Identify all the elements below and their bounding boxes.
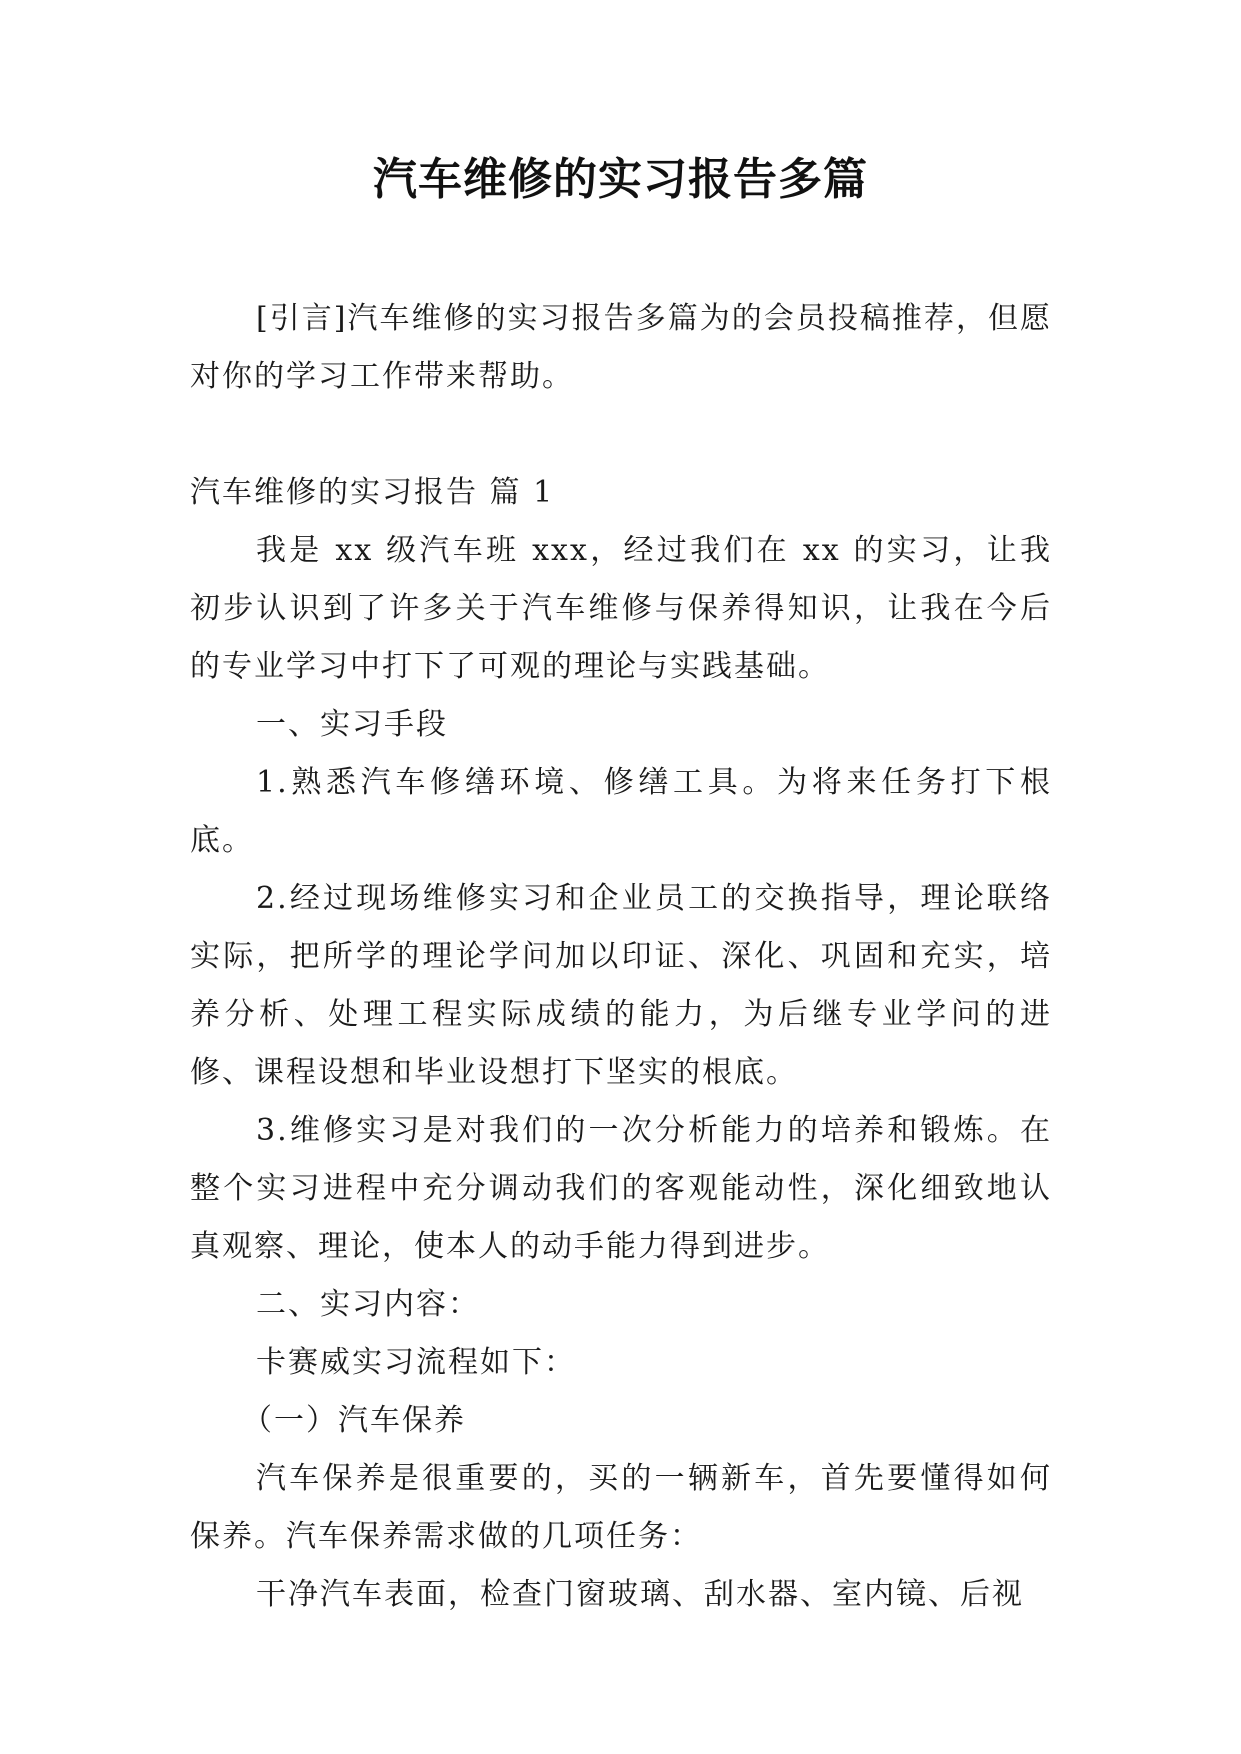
paragraph-gap <box>190 406 1052 464</box>
subheading-purpose: 一、实习手段 <box>256 707 448 742</box>
subheading-maintenance: （一）汽车保养 <box>242 1403 466 1438</box>
intro-paragraph: [引言]汽车维修的实习报告多篇为的会员投稿推荐，但愿对你的学习工作带来帮助。 <box>190 301 1052 394</box>
body-paragraph: 2.经过现场维修实习和企业员工的交换指导，理论联络实际，把所学的理论学问加以印证、深化、巩固和充实，培养分析、处理工程实际成绩的能力，为后继专业学问的进修、课程设想和毕业设想打下坚实的根底。 <box>190 881 1052 1090</box>
body-paragraph: 1.熟悉汽车修缮环境、修缮工具。为将来任务打下根底。 <box>190 765 1052 858</box>
body-paragraph: 3.维修实习是对我们的一次分析能力的培养和锻炼。在整个实习进程中充分调动我们的客观能动性，深化细致地认真观察、理论，使本人的动手能力得到进步。 <box>190 1113 1052 1264</box>
body-paragraph: 我是 xx 级汽车班 xxx，经过我们在 xx 的实习，让我初步认识到了许多关于汽车维修与保养得知识，让我在今后的专业学习中打下了可观的理论与实践基础。 <box>190 533 1052 684</box>
body-paragraph: 汽车保养是很重要的，买的一辆新车，首先要懂得如何保养。汽车保养需求做的几项任务： <box>190 1461 1052 1554</box>
subheading-content: 二、实习内容： <box>256 1287 480 1322</box>
body-paragraph: 干净汽车表面，检查门窗玻璃、刮水器、室内镜、后视 <box>256 1577 1024 1612</box>
document-body <box>190 290 1052 1624</box>
section-heading: 汽车维修的实习报告 篇 1 <box>190 475 555 510</box>
document-title: 汽车维修的实习报告多篇 <box>373 154 868 205</box>
body-paragraph: 卡赛威实习流程如下： <box>256 1345 576 1380</box>
